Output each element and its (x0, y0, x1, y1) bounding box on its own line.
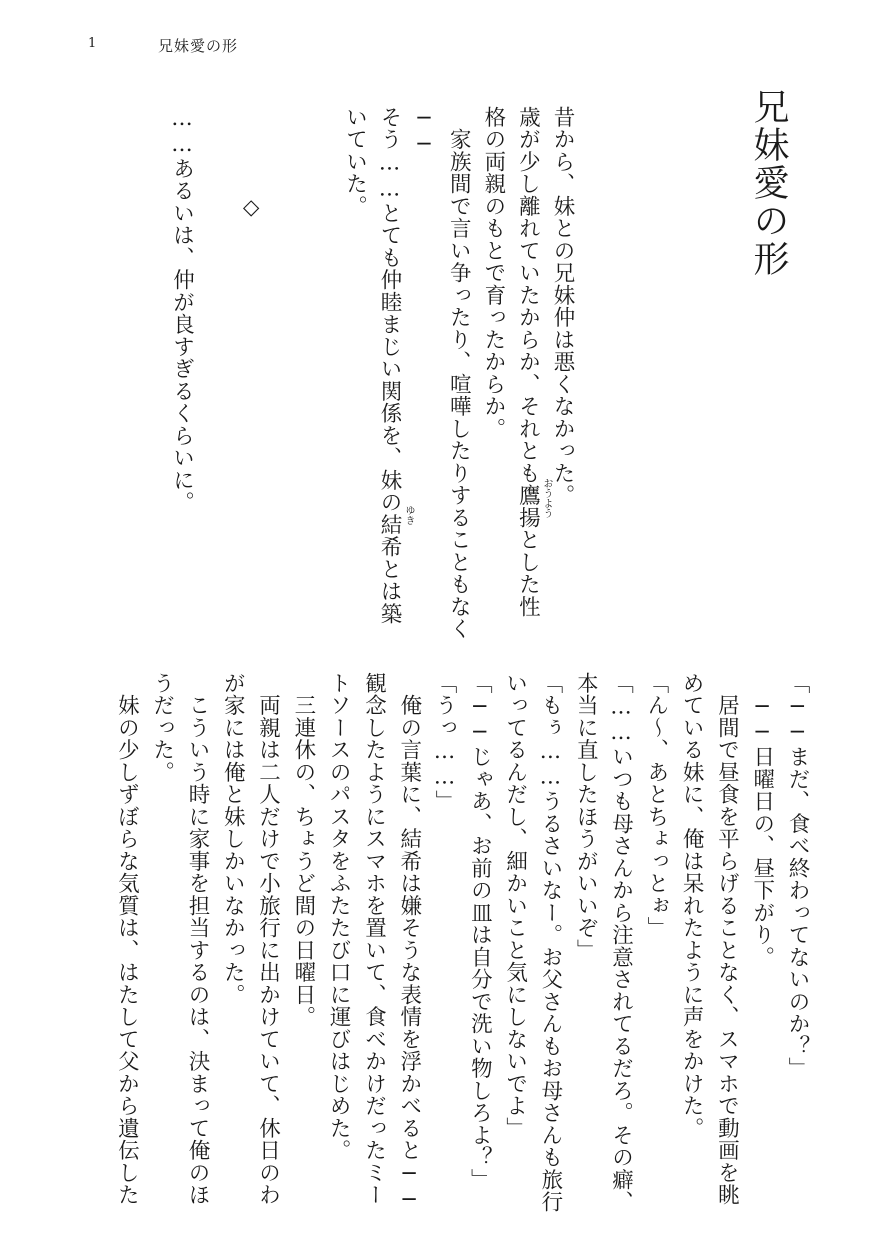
ruby-yuki: ゆき (403, 505, 414, 525)
running-header-title: 兄妹愛の形 (158, 37, 239, 55)
body-text-bottom-block: 「──まだ、食べ終わってないのか？」 ──日曜日の、昼下がり。 居間で昼食を平らげることなく、スマホで動画を眺 めている妹に、俺は呆れたように声をかけた。 「ん～、あとちょっとぉ」 「……いつも母さんから注意されてるだろ。その癖、 本当に直したほうがいいぞ」 「もぅ……うるさいなー。お父さんもお母さんも旅行 いってるんだし、細かいこと気にしないでよ」 「──じゃあ、お前の皿は自分で洗い物しろよ？」 「うっ……」 俺の言葉に、結希は嫌そうな表情を浮かべると── 観念したようにスマホを置いて、食べかけだったミー トソースのパスタをふたたび口に運びはじめた。 三連休の、ちょうど間の日曜日。 両親は二人だけで小旅行に出かけていて、休日のわ が家には俺と妹しかいなかった。 こういう時に家事を担当するのは、決まって俺のほ うだった。 妹の少しずぼらな気質は、はたして父から遺伝した (114, 672, 810, 1213)
body-text-top-block: 昔から、妹との兄妹仲は悪くなかった。 歳が少し離れていたからか、それとも鷹揚とした性 格の両親のもとで育ったからか。 家族間で言い争ったり、喧嘩したりすることもなく ── そう……とても仲睦まじい関係を、妹の結希とは築 いていた。 ◇ ……あるいは、仲が良すぎるくらいに。 (169, 106, 575, 640)
ruby-ouyou: おうよう (541, 478, 552, 518)
page-number: 1 (88, 36, 97, 51)
chapter-title: 兄妹愛の形 (748, 88, 789, 278)
